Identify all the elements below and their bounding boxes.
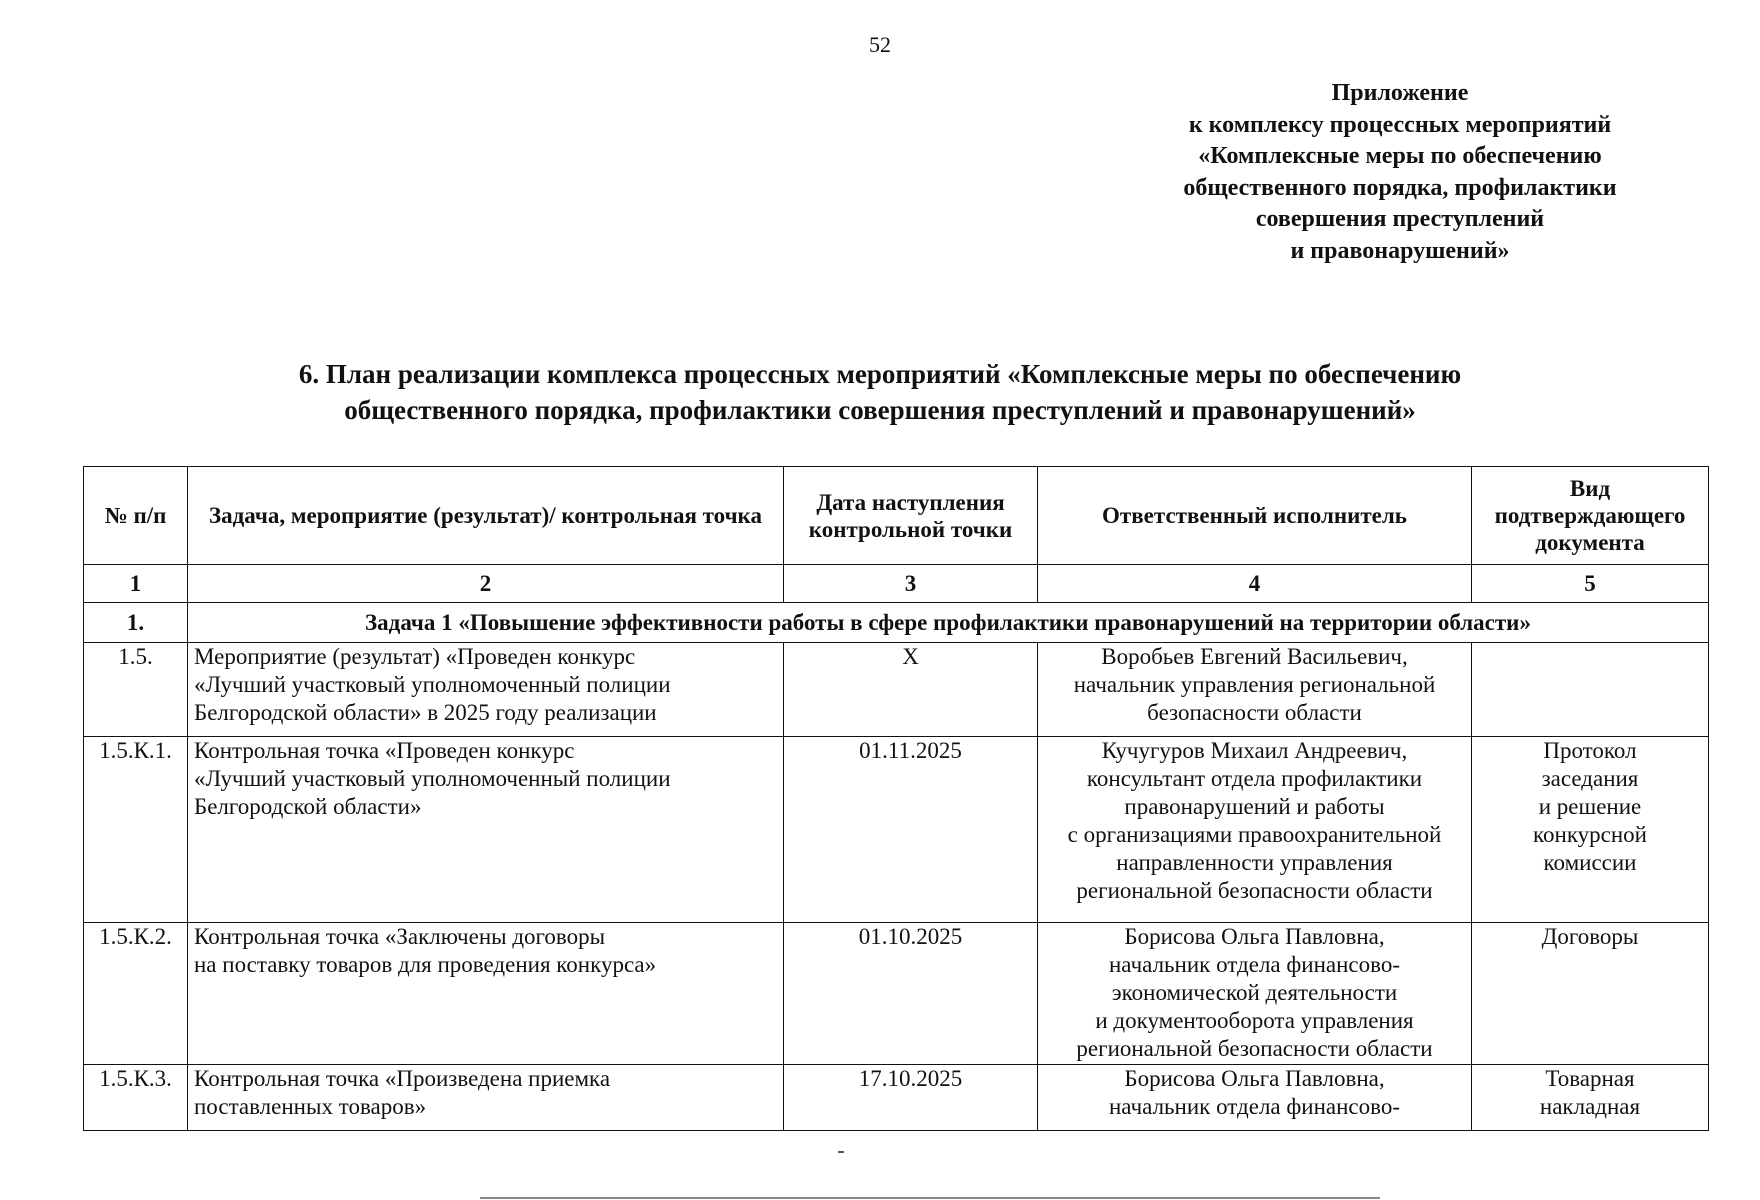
table-row: [84, 1065, 1709, 1131]
row-executor: [1038, 923, 1472, 1065]
row-document-line: заседания: [1541, 766, 1639, 791]
row-executor-line: консультант отдела профилактики: [1086, 766, 1423, 791]
appendix-line: и правонарушений»: [1290, 237, 1510, 264]
row-executor-line: и документооборота управления: [1095, 1008, 1414, 1033]
row-document: [1472, 643, 1709, 737]
table-row: [84, 643, 1709, 737]
row-document: [1472, 923, 1709, 1065]
heading-line: общественного порядка, профилактики совершения преступлений и правонарушений»: [344, 395, 1416, 425]
row-executor-line: начальник управления региональной: [1073, 672, 1436, 697]
row-task-line: на поставку товаров для проведения конкурса»: [194, 952, 657, 977]
column-number: 1: [84, 565, 188, 603]
row-executor-line: региональной безопасности области: [1076, 878, 1433, 903]
row-task: [188, 1065, 784, 1131]
row-executor-line: экономической деятельности: [1111, 980, 1398, 1005]
row-document-line: Товарная: [1545, 1066, 1635, 1091]
header-task: Задача, мероприятие (результат)/ контрольная точка: [188, 467, 784, 565]
row-document-line: накладная: [1539, 1094, 1641, 1119]
row-number: 1.5.: [84, 643, 188, 737]
header-date: Дата наступления контрольной точки: [784, 467, 1038, 565]
row-executor-line: безопасности области: [1147, 700, 1362, 725]
row-task-line: Мероприятие (результат) «Проведен конкурс: [194, 644, 636, 669]
column-number: 2: [188, 565, 784, 603]
row-date: X: [784, 643, 1038, 737]
row-executor: [1038, 737, 1472, 923]
appendix-line: совершения преступлений: [1255, 206, 1545, 232]
header-number: № п/п: [84, 467, 188, 565]
implementation-plan-table: [83, 466, 1709, 1131]
column-number: 5: [1472, 565, 1709, 603]
row-executor: [1038, 643, 1472, 737]
row-executor-line: Воробьев Евгений Васильевич,: [1101, 644, 1408, 669]
row-document-line: Договоры: [1541, 924, 1639, 949]
row-task-line: Белгородской области» в 2025 году реализации: [194, 700, 657, 725]
column-number-row: [84, 565, 1709, 603]
row-task: [188, 737, 784, 923]
row-number: 1.5.К.2.: [84, 923, 188, 1065]
row-date: 01.11.2025: [784, 737, 1038, 923]
header-document: Вид подтверждающего документа: [1472, 467, 1709, 565]
appendix-line: Приложение: [1331, 80, 1469, 106]
row-document: [1472, 737, 1709, 923]
section-heading: [100, 356, 1660, 428]
row-task: [188, 643, 784, 737]
column-number: 4: [1038, 565, 1472, 603]
table-row: [84, 737, 1709, 923]
row-task-line: «Лучший участковый уполномоченный полиции: [194, 766, 671, 791]
page-bottom-rule: [480, 1197, 1380, 1199]
task-number: 1.: [84, 603, 188, 643]
row-task-line: Контрольная точка «Произведена приемка: [194, 1066, 611, 1091]
row-document: [1472, 1065, 1709, 1131]
row-document-line: и решение: [1538, 794, 1642, 819]
task-title: Задача 1 «Повышение эффективности работы в сфере профилактики правонарушений на территории области»: [188, 603, 1709, 643]
column-number: 3: [784, 565, 1038, 603]
row-task-line: поставленных товаров»: [194, 1094, 427, 1119]
header-executor: Ответственный исполнитель: [1038, 467, 1472, 565]
row-executor-line: Борисова Ольга Павловна,: [1124, 924, 1385, 949]
appendix-line: «Комплексные меры по обеспечению: [1198, 143, 1602, 169]
row-date: 17.10.2025: [784, 1065, 1038, 1131]
row-task-line: Контрольная точка «Заключены договоры: [194, 924, 606, 949]
table-header-row: [84, 467, 1709, 565]
heading-line: 6. План реализации комплекса процессных мероприятий «Комплексные меры по обеспечению: [298, 359, 1462, 389]
row-executor-line: Борисова Ольга Павловна,: [1124, 1066, 1385, 1091]
row-task-line: Контрольная точка «Проведен конкурс: [194, 738, 575, 763]
row-number: 1.5.К.1.: [84, 737, 188, 923]
row-executor-line: начальник отдела финансово-: [1109, 1094, 1400, 1119]
row-task-line: «Лучший участковый уполномоченный полиции: [194, 672, 671, 697]
task-row: [84, 603, 1709, 643]
appendix-line: к комплексу процессных мероприятий: [1188, 111, 1612, 138]
row-task: [188, 923, 784, 1065]
row-document-line: конкурсной: [1533, 822, 1647, 847]
row-executor: [1038, 1065, 1472, 1131]
appendix-block: [1130, 78, 1670, 267]
row-date: 01.10.2025: [784, 923, 1038, 1065]
row-executor-line: с организациями правоохранительной: [1067, 822, 1442, 847]
row-executor-line: Кучугуров Михаил Андреевич,: [1101, 738, 1408, 763]
row-executor-line: региональной безопасности области: [1076, 1036, 1433, 1061]
row-executor-line: начальник отдела финансово-: [1109, 952, 1400, 977]
row-document-line: комиссии: [1543, 850, 1637, 875]
appendix-line: общественного порядка, профилактики: [1183, 174, 1617, 201]
row-executor-line: правонарушений и работы: [1124, 794, 1385, 819]
row-task-line: Белгородской области»: [194, 794, 422, 819]
row-document-line: Протокол: [1543, 738, 1637, 763]
page-number: 52: [869, 32, 891, 57]
scan-speck: [838, 1151, 844, 1153]
row-executor-line: направленности управления: [1116, 850, 1393, 875]
table-row: [84, 923, 1709, 1065]
row-number: 1.5.К.3.: [84, 1065, 188, 1131]
